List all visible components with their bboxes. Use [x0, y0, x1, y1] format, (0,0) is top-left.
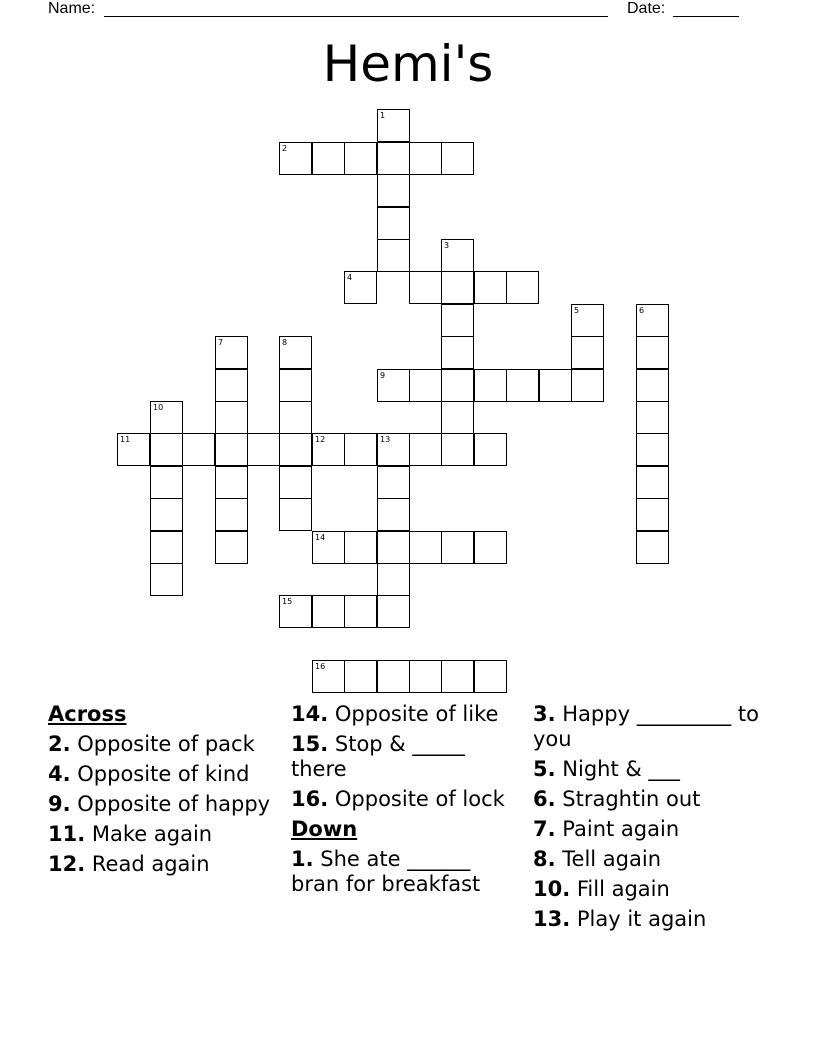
- grid-cell[interactable]: [312, 142, 345, 175]
- clue-number: 14.: [291, 702, 329, 726]
- grid-cell[interactable]: [441, 336, 474, 369]
- grid-cell[interactable]: [312, 433, 345, 466]
- grid-cell[interactable]: [377, 239, 410, 272]
- down-clue-list-2: [533, 702, 765, 932]
- clues-section: [0, 700, 816, 1000]
- clue-number: 16.: [291, 787, 329, 811]
- grid-cell[interactable]: [377, 595, 410, 628]
- grid-cell[interactable]: [409, 271, 442, 304]
- grid-cell[interactable]: [182, 433, 215, 466]
- cell-number: 2: [282, 144, 288, 153]
- cell-number: 9: [380, 371, 386, 380]
- grid-cell[interactable]: [571, 304, 604, 337]
- clue-column-3: [533, 702, 765, 937]
- grid-cell[interactable]: [215, 498, 248, 531]
- grid-cell[interactable]: [377, 174, 410, 207]
- grid-cell[interactable]: [474, 369, 507, 402]
- grid-cell[interactable]: [150, 401, 183, 434]
- clue-item: [533, 787, 765, 812]
- clue-item: [291, 702, 523, 727]
- across-clue-list-1: [48, 732, 280, 877]
- grid-cell[interactable]: [279, 369, 312, 402]
- grid-cell[interactable]: [636, 433, 669, 466]
- grid-cell[interactable]: [636, 401, 669, 434]
- grid-cell[interactable]: [215, 401, 248, 434]
- clue-number: 8.: [533, 847, 556, 871]
- clue-item: [533, 877, 765, 902]
- grid-cell[interactable]: [150, 563, 183, 596]
- grid-cell[interactable]: [279, 498, 312, 531]
- clue-number: 13.: [533, 907, 571, 931]
- grid-cell[interactable]: [409, 531, 442, 564]
- clue-item: [291, 732, 523, 782]
- grid-cell[interactable]: [344, 271, 377, 304]
- grid-cell[interactable]: [441, 142, 474, 175]
- clue-column-1: [48, 702, 280, 882]
- clue-item: [291, 847, 523, 897]
- grid-cell[interactable]: [344, 142, 377, 175]
- grid-cell[interactable]: [312, 660, 345, 693]
- grid-cell[interactable]: [409, 369, 442, 402]
- cell-number: 13: [380, 435, 391, 444]
- clue-item: [533, 907, 765, 932]
- grid-cell[interactable]: [636, 531, 669, 564]
- down-clue-list-1: [291, 847, 523, 897]
- clue-text: Read again: [85, 852, 210, 876]
- grid-cell[interactable]: [150, 531, 183, 564]
- clue-column-2: [291, 702, 523, 902]
- grid-cell[interactable]: [150, 498, 183, 531]
- grid-cell[interactable]: [441, 239, 474, 272]
- cell-number: 4: [347, 273, 353, 282]
- clue-text: Straghtin out: [555, 787, 701, 811]
- cell-number: 11: [120, 435, 131, 444]
- cell-number: 12: [315, 435, 326, 444]
- grid-cell[interactable]: [636, 336, 669, 369]
- clue-text: Opposite of pack: [70, 732, 255, 756]
- clue-text: She ate ______ bran for breakfast: [291, 847, 481, 896]
- grid-cell[interactable]: [636, 304, 669, 337]
- cell-number: 5: [574, 306, 580, 315]
- cell-number: 1: [380, 111, 386, 120]
- grid-cell[interactable]: [377, 109, 410, 142]
- grid-cell[interactable]: [312, 595, 345, 628]
- clue-text: Fill again: [570, 877, 670, 901]
- grid-cell[interactable]: [215, 531, 248, 564]
- clue-text: Play it again: [570, 907, 707, 931]
- clue-item: [48, 762, 280, 787]
- clue-item: [533, 847, 765, 872]
- puzzle-title: Hemi's: [322, 35, 494, 93]
- clue-number: 9.: [48, 792, 71, 816]
- cell-number: 8: [282, 338, 288, 347]
- grid-cell[interactable]: [636, 369, 669, 402]
- grid-cell[interactable]: [409, 142, 442, 175]
- clue-text: Opposite of kind: [70, 762, 250, 786]
- grid-cell[interactable]: [571, 336, 604, 369]
- grid-cell[interactable]: [247, 433, 280, 466]
- grid-cell[interactable]: [441, 271, 474, 304]
- grid-cell[interactable]: [215, 466, 248, 499]
- clue-number: 15.: [291, 732, 329, 756]
- across-heading: Across: [48, 702, 127, 726]
- grid-cell[interactable]: [279, 433, 312, 466]
- date-label: Date:: [627, 0, 666, 17]
- grid-cell[interactable]: [474, 531, 507, 564]
- cell-number: 10: [153, 403, 164, 412]
- grid-cell[interactable]: [441, 433, 474, 466]
- clue-item: [48, 792, 280, 817]
- grid-cell[interactable]: [279, 401, 312, 434]
- grid-cell[interactable]: [474, 660, 507, 693]
- clue-number: 2.: [48, 732, 71, 756]
- clue-number: 12.: [48, 852, 86, 876]
- grid-cell[interactable]: [636, 466, 669, 499]
- grid-cell[interactable]: [409, 660, 442, 693]
- grid-cell[interactable]: [344, 433, 377, 466]
- clue-number: 1.: [291, 847, 314, 871]
- grid-cell[interactable]: [441, 369, 474, 402]
- grid-cell[interactable]: [150, 433, 183, 466]
- clue-item: [291, 787, 523, 812]
- grid-cell[interactable]: [474, 433, 507, 466]
- grid-cell[interactable]: [215, 369, 248, 402]
- grid-cell[interactable]: [150, 466, 183, 499]
- grid-cell[interactable]: [377, 660, 410, 693]
- clue-text: Happy _________ to you: [533, 702, 759, 751]
- cell-number: 7: [218, 338, 224, 347]
- grid-cell[interactable]: [344, 660, 377, 693]
- cell-number: 6: [639, 306, 645, 315]
- clue-item: [533, 702, 765, 752]
- grid-cell[interactable]: [215, 433, 248, 466]
- clue-number: 7.: [533, 817, 556, 841]
- clue-item: [533, 757, 765, 782]
- grid-cell[interactable]: [312, 531, 345, 564]
- grid-cell[interactable]: [377, 369, 410, 402]
- grid-cell[interactable]: [377, 498, 410, 531]
- grid-cell[interactable]: [279, 142, 312, 175]
- clue-item: [48, 732, 280, 757]
- clue-number: 11.: [48, 822, 86, 846]
- grid-cell[interactable]: [539, 369, 572, 402]
- grid-cell[interactable]: [377, 466, 410, 499]
- grid-cell[interactable]: [377, 433, 410, 466]
- grid-cell[interactable]: [279, 336, 312, 369]
- clue-text: Opposite of happy: [70, 792, 271, 816]
- clue-text: Make again: [85, 822, 213, 846]
- clue-number: 4.: [48, 762, 71, 786]
- clue-number: 10.: [533, 877, 571, 901]
- clue-text: Night & ___: [555, 757, 680, 781]
- grid-cell[interactable]: [441, 401, 474, 434]
- grid-cell[interactable]: [441, 304, 474, 337]
- grid-cell[interactable]: [279, 595, 312, 628]
- grid-cell[interactable]: [344, 595, 377, 628]
- name-label: Name:: [48, 0, 96, 17]
- grid-cell[interactable]: [636, 498, 669, 531]
- clue-item: [48, 852, 280, 877]
- across-clue-list-2: [291, 702, 523, 812]
- grid-cell[interactable]: [117, 433, 150, 466]
- grid-cell[interactable]: [474, 271, 507, 304]
- clue-text: Opposite of like: [328, 702, 499, 726]
- grid-cell[interactable]: [377, 142, 410, 175]
- grid-cell[interactable]: [571, 369, 604, 402]
- clue-number: 6.: [533, 787, 556, 811]
- grid-cell[interactable]: [409, 433, 442, 466]
- grid-cell[interactable]: [506, 271, 539, 304]
- clue-text: Stop & _____ there: [291, 732, 465, 781]
- grid-cell[interactable]: [441, 660, 474, 693]
- grid-cell[interactable]: [377, 531, 410, 564]
- grid-cell[interactable]: [441, 531, 474, 564]
- grid-cell[interactable]: [506, 369, 539, 402]
- cell-number: 16: [315, 662, 326, 671]
- grid-cell[interactable]: [377, 563, 410, 596]
- grid-cell[interactable]: [215, 336, 248, 369]
- cell-number: 15: [282, 597, 293, 606]
- clue-number: 3.: [533, 702, 556, 726]
- cell-number: 14: [315, 533, 326, 542]
- clue-text: Opposite of lock: [328, 787, 505, 811]
- grid-cell[interactable]: [344, 531, 377, 564]
- grid-cell[interactable]: [377, 207, 410, 240]
- grid-cell[interactable]: [279, 466, 312, 499]
- clue-number: 5.: [533, 757, 556, 781]
- clue-text: Tell again: [555, 847, 662, 871]
- clue-item: [533, 817, 765, 842]
- cell-number: 3: [444, 241, 450, 250]
- clue-text: Paint again: [555, 817, 680, 841]
- down-heading: Down: [291, 817, 358, 841]
- clue-item: [48, 822, 280, 847]
